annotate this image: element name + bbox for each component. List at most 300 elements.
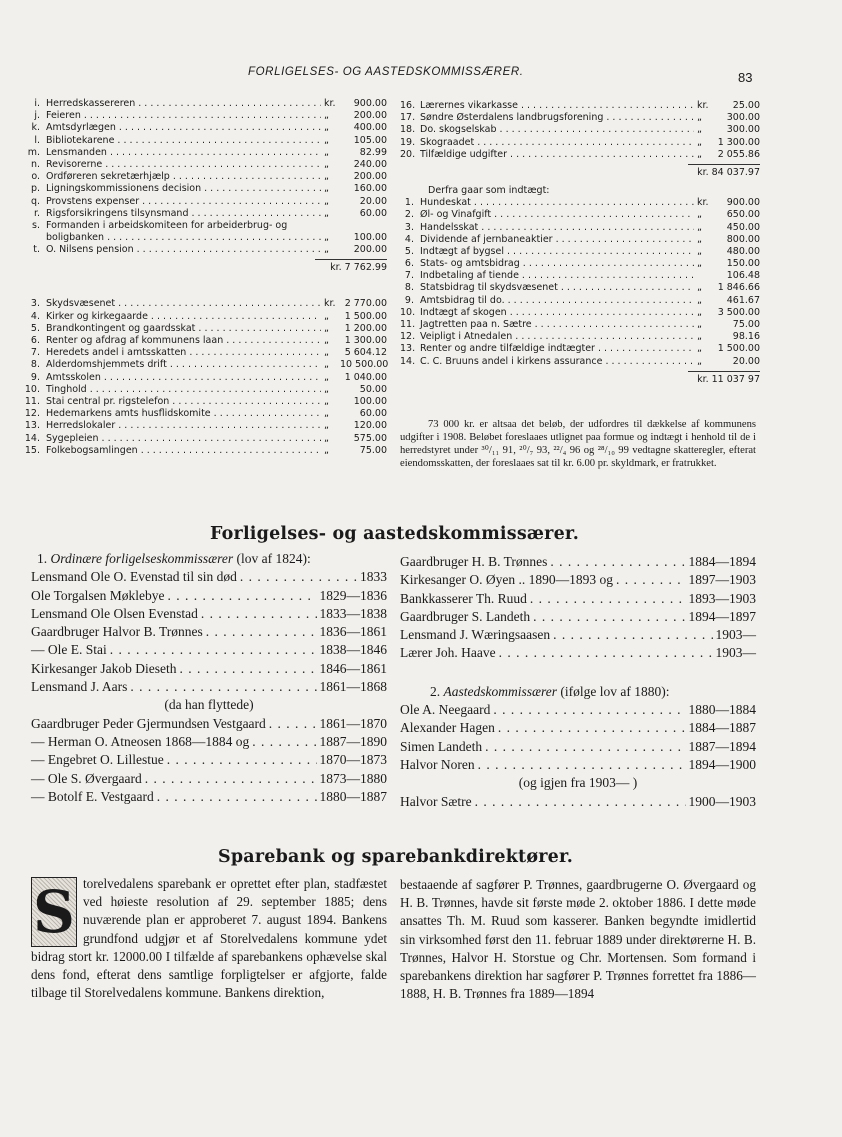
- roster-entry: [400, 590, 756, 608]
- item-amount: 2 055.86: [717, 148, 760, 160]
- expense-group-b: [22, 298, 387, 456]
- item-description: Rigsforsikringens tilsynsmand: [46, 207, 189, 219]
- leader-dots: [530, 590, 686, 608]
- item-label: 6.: [30, 335, 40, 346]
- currency-mark: „: [324, 171, 329, 183]
- item-description: Revisorerne: [46, 158, 103, 170]
- budget-row: [22, 420, 387, 432]
- leader-dots: [170, 359, 321, 371]
- budget-row: [22, 232, 387, 244]
- roster-entry: [400, 756, 756, 774]
- roster-heading-aasted: [400, 683, 756, 701]
- item-amount: 200.00: [353, 244, 387, 256]
- leader-dots: [493, 701, 685, 719]
- leader-dots: [561, 282, 694, 294]
- budget-row: [400, 100, 760, 112]
- leader-dots: [499, 644, 713, 662]
- roster-entry: [400, 644, 756, 662]
- budget-row: [22, 98, 387, 110]
- budget-row: [400, 124, 760, 136]
- item-amount: 75.00: [359, 444, 387, 456]
- currency-mark: „: [324, 420, 329, 432]
- leader-dots: [145, 770, 317, 788]
- leader-dots: [485, 738, 685, 756]
- term-years: 1880—1884: [688, 702, 756, 718]
- item-amount: 20.00: [359, 195, 387, 207]
- leader-dots: [550, 553, 685, 571]
- item-amount: 1 846.66: [717, 282, 760, 294]
- budget-row: [400, 197, 760, 209]
- currency-mark: „: [324, 110, 329, 122]
- budget-row: [22, 298, 387, 310]
- roster-entry: [31, 715, 387, 733]
- item-amount: 1 500.00: [717, 343, 760, 355]
- roster-entry: [31, 641, 387, 659]
- item-description: Formanden i arbeidskomiteen for arbeiderbrug- og: [46, 219, 288, 231]
- item-label: 19.: [400, 136, 416, 148]
- leader-dots: [478, 756, 686, 774]
- roster-entry: [31, 605, 387, 623]
- item-label: k.: [31, 122, 40, 134]
- term-years: 1833: [360, 569, 387, 585]
- expense-group-c: [400, 100, 760, 161]
- budget-row: [400, 343, 760, 355]
- item-amount: 10 500.00: [340, 359, 389, 371]
- leader-dots: [269, 715, 317, 733]
- roster-heading-number: 2.: [430, 683, 441, 699]
- leader-dots: [214, 408, 321, 420]
- subtotal-a-value: kr. 7 762.99: [330, 262, 387, 274]
- leader-dots: [523, 258, 694, 270]
- item-label: 12.: [400, 331, 416, 343]
- roster-entry: [31, 770, 387, 788]
- currency-mark: „: [697, 343, 702, 355]
- item-description: Heredets andel i amtsskatten: [46, 347, 187, 359]
- running-title: FORLIGELSES- OG AASTEDSKOMMISSÆRER.: [248, 66, 524, 78]
- item-amount: 100.00: [353, 232, 387, 244]
- term-years: 1836—1861: [319, 624, 387, 640]
- item-description: Stai central pr. rigstelefon: [46, 395, 170, 407]
- currency-mark: „: [697, 355, 702, 367]
- currency-mark: „: [324, 395, 329, 407]
- person-name: — Engebret O. Lillestue: [31, 752, 164, 768]
- item-description: Søndre Østerdalens landbrugsforening: [420, 112, 604, 124]
- budget-row: [22, 323, 387, 335]
- currency-mark: „: [697, 124, 702, 136]
- budget-row: [22, 110, 387, 122]
- roster-heading-title: Ordinære forligelseskommissærer: [50, 551, 234, 566]
- budget-row: [22, 135, 387, 147]
- item-label: 8.: [404, 282, 414, 294]
- item-label: 3.: [30, 298, 40, 310]
- leader-dots: [598, 343, 694, 355]
- item-description: Tilfældige udgifter: [420, 148, 508, 160]
- item-label: r.: [33, 207, 40, 219]
- item-label: s.: [32, 219, 40, 231]
- leader-dots: [535, 319, 694, 331]
- currency-mark: „: [697, 136, 702, 148]
- item-description: Skograadet: [420, 136, 475, 148]
- person-name: Halvor Sætre: [400, 793, 472, 809]
- item-description: Øl- og Vinafgift: [420, 209, 492, 221]
- savings-bank-text-left: [31, 875, 387, 1002]
- term-years: 1846—1861: [319, 660, 387, 676]
- leader-dots: [252, 733, 316, 751]
- person-name: Gaardbruger Halvor B. Trønnes: [31, 624, 203, 640]
- budget-row: [400, 282, 760, 294]
- item-label: m.: [27, 146, 40, 158]
- paragraph: torelvedalens sparebank er oprettet efter plan, stadfæstet ved høieste resolution af 29. september 1885; dens nuværende plan er approberet 7. august 1894. Bankens grundfond udgjør et af Storelvedalens kommune ydet bidrag stort kr. 12000.00 I tilfælde af sparebankens ophævelse skal dens fond, efterat dens samtlige forpligtelser er afgjorte, falde tilbage til Storelvedalens kommune. Bankens direktion,: [31, 876, 387, 1001]
- item-description: Tinghold: [46, 383, 87, 395]
- item-description: Indtægt af bygsel: [420, 245, 504, 257]
- leader-dots: [510, 307, 694, 319]
- item-amount: 900.00: [726, 197, 760, 209]
- leader-dots: [198, 323, 321, 335]
- budget-row: [22, 122, 387, 134]
- leader-dots: [498, 719, 686, 737]
- roster-list-d: [400, 701, 756, 774]
- leader-dots: [137, 244, 321, 256]
- term-years: 1880—1887: [319, 788, 387, 804]
- person-name: Lensmand Ole Olsen Evenstad: [31, 605, 198, 621]
- leader-dots: [510, 149, 694, 161]
- budget-row: [22, 311, 387, 323]
- person-name: — Herman O. Atneosen 1868—1884 og: [31, 733, 250, 749]
- term-years: 1870—1873: [319, 752, 387, 768]
- person-name: Alexander Hagen: [400, 720, 495, 736]
- item-description: Feieren: [46, 110, 81, 122]
- item-amount: 150.00: [726, 258, 760, 270]
- item-description: O. Nilsens pension: [46, 244, 134, 256]
- budget-row: [400, 222, 760, 234]
- person-name: Lensmand Ole O. Evenstad til sin død: [31, 569, 237, 585]
- roster-entry: [31, 623, 387, 641]
- person-name: Lærer Joh. Haave: [400, 645, 496, 661]
- roster-entry: [31, 733, 387, 751]
- item-description: Kirker og kirkegaarde: [46, 310, 148, 322]
- item-label: 1.: [404, 197, 414, 209]
- item-description: Amtsdyrlægen: [46, 122, 116, 134]
- budget-note-text: 73 000 kr. er altsaa det beløb, der udfordres til dækkelse af kommunens udgifter i 1908. Beløbet foreslaaes utlignet paa formue og indtægt i henhold til de i herredstyret under ³⁰/₁₁ 91, ²⁰/₇ 93, ²²/₄ 96 og ²⁸/₁₀ 99 vedtagne skatteregler, efterat eiendomsskatten, der foreslaaes sat til kr. 6.00 pr. skyldmark, er fratrukket.: [400, 419, 756, 469]
- item-label: 4.: [30, 310, 40, 322]
- leader-dots: [117, 135, 321, 147]
- item-description: Dividende af jernbaneaktier: [420, 233, 553, 245]
- currency-mark: „: [324, 322, 329, 334]
- budget-row: [400, 112, 760, 124]
- item-description: Statsbidrag til skydsvæsenet: [420, 282, 558, 294]
- dropcap-ornament: [31, 877, 77, 947]
- leader-dots: [189, 347, 321, 359]
- budget-row: [22, 384, 387, 396]
- currency-mark: „: [697, 245, 702, 257]
- roster-list-e: [400, 793, 756, 811]
- currency-mark: kr.: [697, 197, 709, 209]
- leader-dots: [474, 197, 694, 209]
- item-description: Indbetaling af tiende: [420, 270, 519, 282]
- roster-list-c: [400, 553, 756, 663]
- item-amount: 200.00: [353, 110, 387, 122]
- roster-entry: [400, 719, 756, 737]
- currency-mark: „: [324, 347, 329, 359]
- item-description: Bibliotekarene: [46, 134, 115, 146]
- item-description: Hundeskat: [420, 197, 471, 209]
- item-amount: 2 770.00: [344, 298, 387, 310]
- item-description: Alderdomshjemmets drift: [46, 359, 167, 371]
- currency-mark: „: [697, 258, 702, 270]
- roster-heading-title: Aastedskommissærer: [443, 683, 557, 699]
- item-amount: 1 300.00: [344, 335, 387, 346]
- item-description: Veipligt i Atnedalen: [420, 331, 513, 343]
- item-amount: 900.00: [353, 98, 387, 109]
- item-description: Renter og afdrag af kommunens laan: [46, 335, 224, 346]
- currency-mark: „: [324, 134, 329, 146]
- item-description: Sygepleien: [46, 432, 99, 444]
- currency-mark: „: [324, 408, 329, 420]
- item-description: Herredskassereren: [46, 98, 136, 109]
- leader-dots: [522, 270, 694, 282]
- item-amount: 75.00: [732, 319, 760, 330]
- item-description: Amtsbidrag til do.: [420, 294, 505, 306]
- item-description: Indtægt af skogen: [420, 306, 507, 318]
- budget-row: [400, 234, 760, 246]
- person-name: — Ole E. Stai: [31, 642, 107, 658]
- item-description: Folkebogsamlingen: [46, 444, 138, 456]
- term-years: 1894—1897: [688, 608, 756, 624]
- item-description: C. C. Bruuns andel i kirkens assurance: [420, 355, 603, 367]
- total-rule: [688, 371, 760, 372]
- leader-dots: [110, 147, 321, 159]
- leader-dots: [508, 295, 694, 307]
- term-years: 1884—1887: [688, 720, 756, 736]
- leader-dots: [104, 372, 321, 384]
- person-name: Kirkesanger Jakob Dieseth: [31, 660, 177, 676]
- item-label: q.: [30, 195, 40, 207]
- budget-row: [400, 356, 760, 368]
- item-amount: 400.00: [353, 122, 387, 134]
- leader-dots: [167, 751, 317, 769]
- leader-dots: [201, 605, 317, 623]
- leader-dots: [206, 623, 317, 641]
- currency-mark: „: [324, 444, 329, 456]
- leader-dots: [481, 222, 694, 234]
- person-name: Ole Torgalsen Møklebye: [31, 587, 165, 603]
- budget-row: [22, 183, 387, 195]
- expense-list-left: [22, 98, 387, 457]
- budget-row: [22, 335, 387, 347]
- currency-mark: „: [697, 282, 702, 294]
- currency-mark: „: [697, 112, 702, 124]
- currency-mark: „: [324, 383, 329, 395]
- leader-dots: [105, 159, 321, 171]
- currency-mark: „: [324, 310, 329, 322]
- item-label: 12.: [24, 408, 40, 420]
- currency-mark: „: [324, 371, 329, 383]
- item-description: Lensmanden: [46, 146, 107, 158]
- leader-dots: [102, 433, 321, 445]
- item-amount: 450.00: [726, 221, 760, 233]
- budget-row: [22, 445, 387, 457]
- leader-dots: [533, 608, 685, 626]
- leader-dots: [204, 183, 321, 195]
- person-name: — Ole S. Øvergaard: [31, 770, 142, 786]
- budget-row: [400, 137, 760, 149]
- person-name: Lensmand J. Wæringsaasen: [400, 627, 551, 643]
- leader-dots: [110, 641, 317, 659]
- budget-row: [400, 149, 760, 161]
- income-heading: Derfra gaar som indtægt:: [428, 184, 550, 196]
- person-name: Kirkesanger O. Øyen .. 1890—1893 og: [400, 572, 613, 588]
- person-name: Halvor Noren: [400, 756, 475, 772]
- item-amount: 800.00: [726, 233, 760, 245]
- currency-mark: „: [324, 158, 329, 170]
- currency-mark: „: [324, 195, 329, 207]
- item-amount: 1 040.00: [344, 371, 387, 383]
- item-amount: 240.00: [353, 158, 387, 170]
- budget-row: [400, 209, 760, 221]
- item-label: t.: [33, 244, 40, 256]
- currency-mark: „: [324, 335, 329, 346]
- item-label: 11.: [24, 395, 40, 407]
- item-amount: 300.00: [726, 112, 760, 124]
- item-description: Stats- og amtsbidrag: [420, 258, 520, 270]
- item-description: Amtsskolen: [46, 371, 101, 383]
- budget-row: [22, 159, 387, 171]
- currency-mark: „: [697, 233, 702, 245]
- item-label: l.: [34, 134, 40, 146]
- item-label: j.: [34, 110, 40, 122]
- roster-entry: [31, 788, 387, 806]
- item-label: p.: [30, 183, 40, 195]
- item-label: 4.: [404, 233, 414, 245]
- leader-dots: [157, 788, 317, 806]
- person-name: Gaardbruger Peder Gjermundsen Vestgaard: [31, 715, 266, 731]
- item-amount: 1 200.00: [344, 322, 387, 334]
- roster-heading-ordinary: [31, 550, 387, 568]
- expense-total-value: kr. 84 037.97: [697, 166, 760, 178]
- term-years: 1897—1903: [688, 572, 756, 588]
- currency-mark: „: [324, 207, 329, 219]
- roster-note: (da han flyttede): [164, 697, 254, 713]
- leader-dots: [494, 209, 694, 221]
- leader-dots: [173, 171, 321, 183]
- roster-entry: [400, 701, 756, 719]
- budget-row: [22, 359, 387, 371]
- section-heading-commissioners: Forligelses- og aastedskommissærer.: [210, 524, 580, 544]
- item-label: 9.: [404, 294, 414, 306]
- item-label: 17.: [400, 112, 416, 124]
- term-years: 1873—1880: [319, 770, 387, 786]
- person-name: Bankkasserer Th. Ruud: [400, 590, 527, 606]
- item-description: Jagtretten paa n. Sætre: [420, 319, 532, 330]
- budget-row: [22, 347, 387, 359]
- leader-dots: [84, 110, 321, 122]
- leader-dots: [168, 587, 317, 605]
- leader-dots: [500, 124, 694, 136]
- item-amount: 120.00: [353, 420, 387, 432]
- subtotal-a: [22, 259, 387, 274]
- item-description: boligbanken: [46, 232, 105, 244]
- item-amount: 3 500.00: [717, 306, 760, 318]
- currency-mark: kr.: [697, 100, 709, 111]
- leader-dots: [119, 122, 321, 134]
- item-amount: 105.00: [353, 134, 387, 146]
- item-label: 18.: [400, 124, 416, 136]
- leader-dots: [477, 137, 694, 149]
- item-description: Handelsskat: [420, 221, 479, 233]
- leader-dots: [179, 660, 316, 678]
- leader-dots: [107, 232, 321, 244]
- term-years: 1884—1894: [688, 554, 756, 569]
- item-description: Renter og andre tilfældige indtægter: [420, 343, 595, 355]
- term-years: 1861—1868: [319, 679, 387, 695]
- budget-row: [400, 246, 760, 258]
- term-years: 1861—1870: [319, 715, 387, 731]
- roster-entry: [31, 660, 387, 678]
- item-amount: 650.00: [726, 209, 760, 221]
- dropcap-letter: S: [33, 878, 75, 946]
- budget-row: [22, 208, 387, 220]
- roster-note: (og igjen fra 1903— ): [518, 775, 638, 791]
- leader-dots: [172, 396, 321, 408]
- item-amount: 1 500.00: [344, 310, 387, 322]
- leader-dots: [605, 356, 694, 368]
- item-description: Do. skogselskab: [420, 124, 497, 136]
- term-years: 1894—1900: [688, 756, 756, 772]
- item-label: o.: [31, 171, 40, 183]
- item-amount: 82.99: [359, 146, 387, 158]
- item-amount: 160.00: [353, 183, 387, 195]
- item-amount: 300.00: [726, 124, 760, 136]
- item-label: i.: [34, 98, 40, 109]
- leader-dots: [118, 298, 321, 310]
- budget-row: [22, 171, 387, 183]
- budget-note: [400, 418, 756, 470]
- roster-entry: [400, 738, 756, 756]
- income-total-value: kr. 11 037 97: [697, 373, 760, 385]
- currency-mark: kr.: [324, 298, 336, 310]
- roster-entry: [400, 553, 756, 571]
- item-label: 9.: [30, 371, 40, 383]
- currency-mark: „: [697, 221, 702, 233]
- currency-mark: „: [324, 122, 329, 134]
- leader-dots: [556, 234, 694, 246]
- budget-row: [400, 319, 760, 331]
- budget-row: [400, 270, 760, 282]
- leader-dots: [240, 568, 357, 586]
- item-amount: 575.00: [353, 432, 387, 444]
- term-years: 1887—1890: [319, 733, 387, 749]
- running-header: [0, 66, 842, 85]
- item-amount: 1 300.00: [717, 136, 760, 148]
- item-description: Lærernes vikarkasse: [420, 100, 518, 111]
- roster-entry: [400, 571, 756, 589]
- budget-row: [22, 433, 387, 445]
- person-name: — Botolf E. Vestgaard: [31, 788, 154, 804]
- term-years: 1829—1836: [319, 587, 387, 603]
- income-total: [400, 371, 760, 386]
- expense-group-a: [22, 98, 387, 256]
- item-label: 16.: [400, 100, 416, 111]
- item-label: 14.: [400, 355, 416, 367]
- roster-entry: [31, 678, 387, 696]
- leader-dots: [118, 420, 321, 432]
- currency-mark: „: [697, 319, 702, 330]
- roster-list-a: [31, 568, 387, 696]
- term-years: 1903—: [715, 645, 756, 661]
- roster-entry: [400, 626, 756, 644]
- item-amount: 480.00: [726, 245, 760, 257]
- budget-row: [22, 396, 387, 408]
